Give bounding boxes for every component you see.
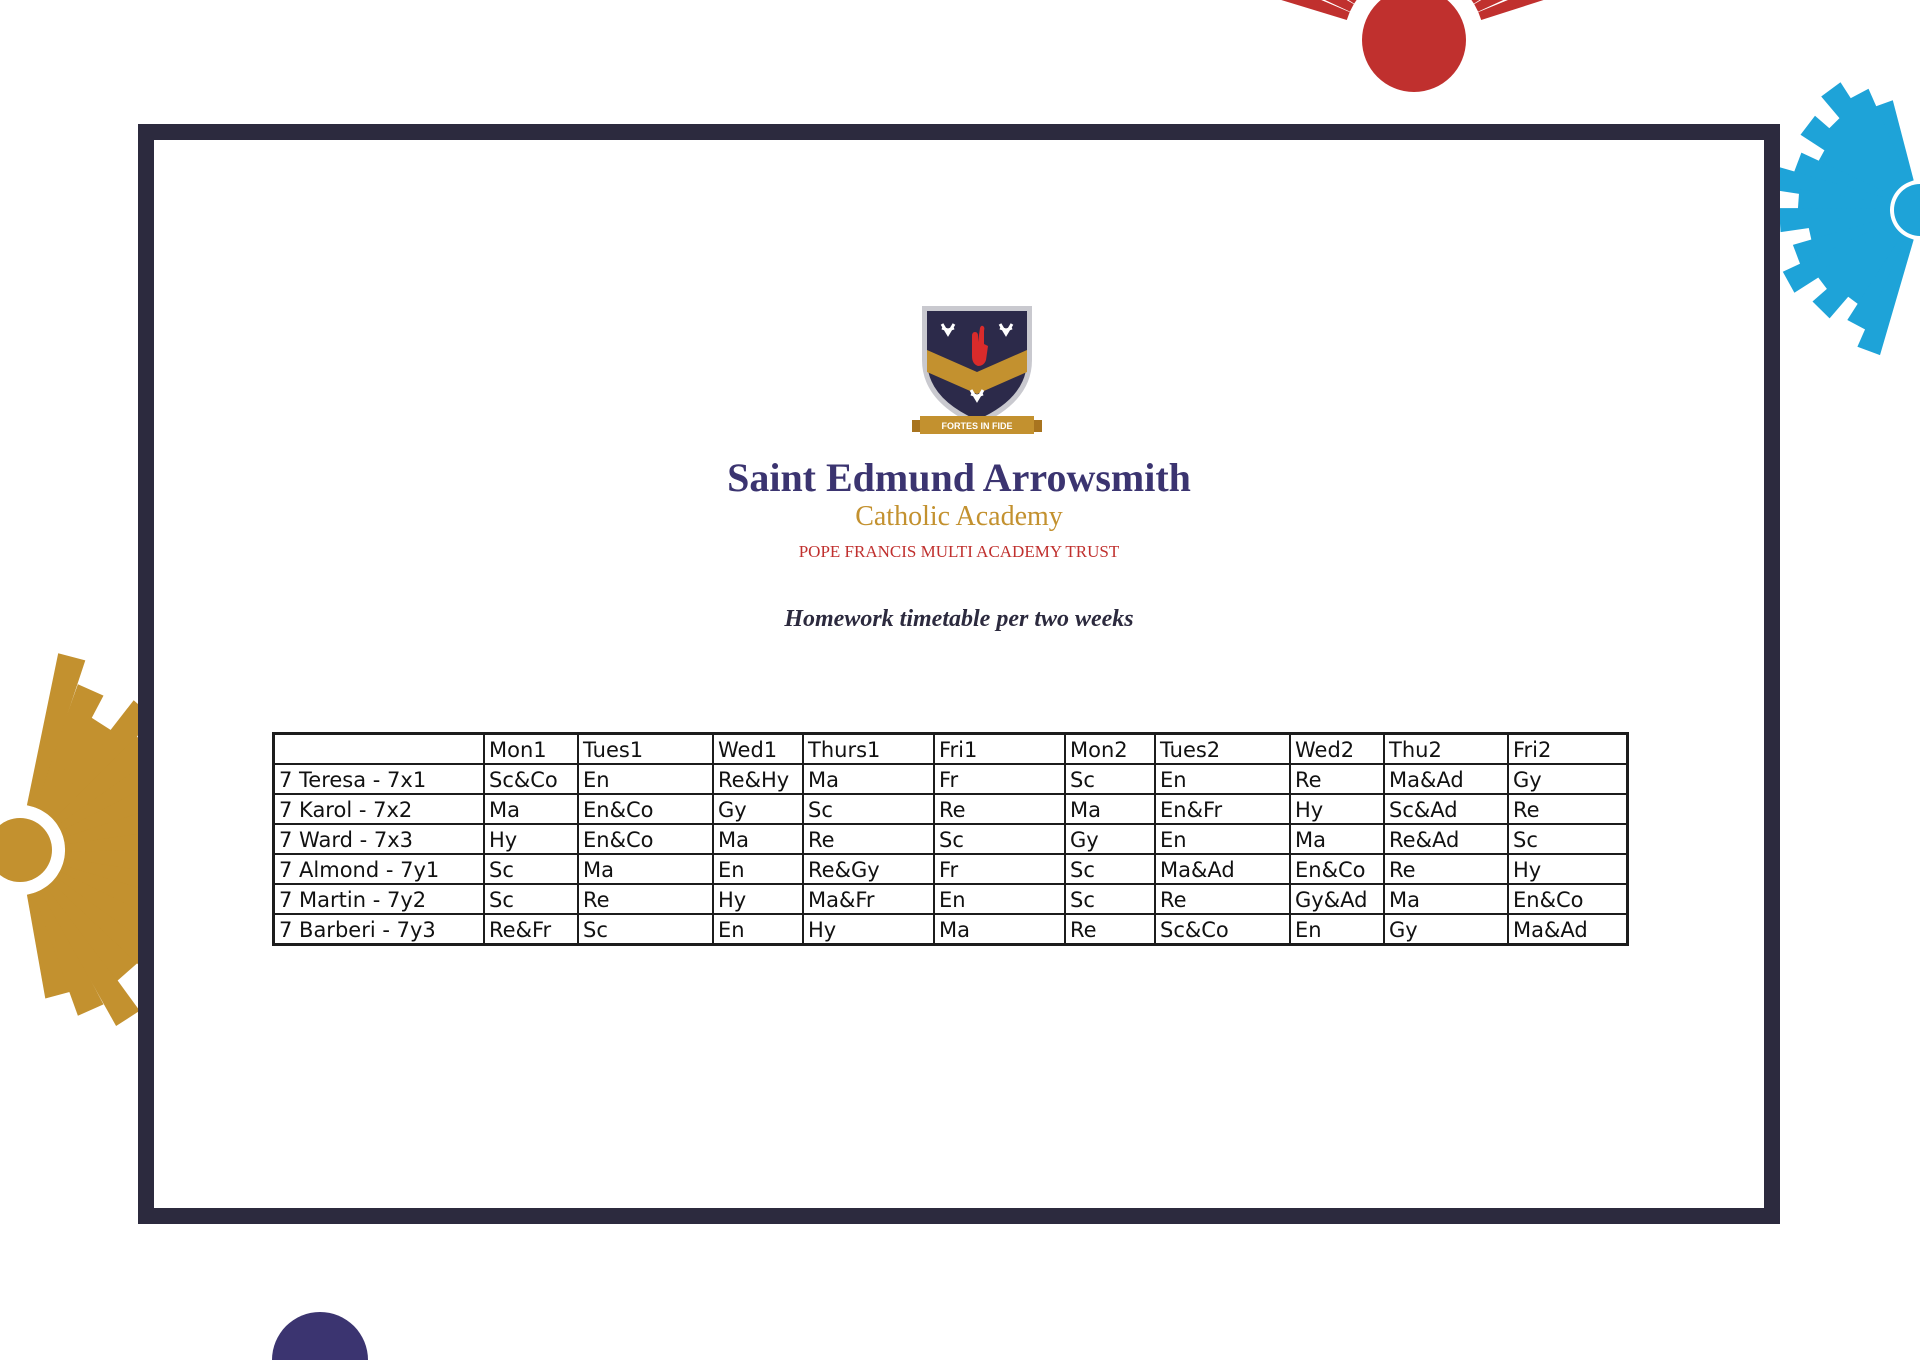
subject-cell: Re (578, 884, 713, 914)
subject-cell: Sc (1065, 764, 1155, 794)
subject-cell: Re (1508, 794, 1628, 824)
subject-cell: Gy (713, 794, 803, 824)
column-header: Fri2 (1508, 734, 1628, 765)
subject-cell: Ma (1065, 794, 1155, 824)
subject-cell: Ma&Fr (803, 884, 934, 914)
subject-cell: Ma (803, 764, 934, 794)
subject-cell: Ma&Ad (1155, 854, 1290, 884)
subject-cell: En (713, 914, 803, 945)
homework-timetable (272, 732, 1629, 946)
subject-cell: Gy&Ad (1290, 884, 1384, 914)
subject-cell: Re&Gy (803, 854, 934, 884)
subject-cell: Re (1290, 764, 1384, 794)
subject-cell: Ma (484, 794, 578, 824)
subject-cell: En&Co (1508, 884, 1628, 914)
subject-cell: Sc (1065, 884, 1155, 914)
subject-cell: Re&Ad (1384, 824, 1508, 854)
subject-cell: Gy (1384, 914, 1508, 945)
subject-cell: En (578, 764, 713, 794)
academy-trust-name: POPE FRANCIS MULTI ACADEMY TRUST (798, 542, 1120, 561)
subject-cell: En&Co (1290, 854, 1384, 884)
document-frame (138, 124, 1780, 1224)
table-row (274, 824, 1628, 854)
form-group-label: 7 Almond - 7y1 (274, 854, 485, 884)
subject-cell: Re (1155, 884, 1290, 914)
column-header: Mon1 (484, 734, 578, 765)
subject-cell: Re (934, 794, 1065, 824)
gold-sunburst-decoration (0, 620, 160, 1080)
column-header: Tues1 (578, 734, 713, 765)
blue-sunburst-decoration (1760, 30, 1920, 390)
subject-cell: En (1155, 824, 1290, 854)
subject-cell: Sc (484, 884, 578, 914)
subject-cell: En&Co (578, 824, 713, 854)
subject-cell: Hy (1290, 794, 1384, 824)
subject-cell: Sc&Ad (1384, 794, 1508, 824)
form-group-label: 7 Martin - 7y2 (274, 884, 485, 914)
subject-cell: Sc (1508, 824, 1628, 854)
table-header-row (274, 734, 1628, 765)
subject-cell: Ma (578, 854, 713, 884)
crest-motto: FORTES IN FIDE (941, 421, 1013, 431)
table-row (274, 854, 1628, 884)
subject-cell: En (1290, 914, 1384, 945)
subject-cell: En&Fr (1155, 794, 1290, 824)
school-crest-logo (912, 298, 1042, 444)
document-title: Homework timetable per two weeks (784, 606, 1134, 632)
subject-cell: En&Co (578, 794, 713, 824)
school-type: Catholic Academy (855, 501, 1063, 532)
subject-cell: Ma (934, 914, 1065, 945)
subject-cell: Hy (713, 884, 803, 914)
subject-cell: En (1155, 764, 1290, 794)
subject-cell: En (713, 854, 803, 884)
sunburst-ray (1478, 0, 1673, 20)
subject-cell: Ma (1290, 824, 1384, 854)
column-header: Thurs1 (803, 734, 934, 765)
subject-cell: Sc (484, 854, 578, 884)
subject-cell: Sc&Co (1155, 914, 1290, 945)
column-header: Thu2 (1384, 734, 1508, 765)
subject-cell: Gy (1065, 824, 1155, 854)
subject-cell: Ma&Ad (1508, 914, 1628, 945)
subject-cell: Re (1384, 854, 1508, 884)
table-row (274, 914, 1628, 945)
subject-cell: Sc (934, 824, 1065, 854)
table-row (274, 794, 1628, 824)
column-header: Fri1 (934, 734, 1065, 765)
subject-cell: Ma&Ad (1384, 764, 1508, 794)
table-row (274, 884, 1628, 914)
subject-cell: Sc&Co (484, 764, 578, 794)
sunburst-ray (1206, 0, 1350, 20)
column-header: Wed1 (713, 734, 803, 765)
form-group-label: 7 Teresa - 7x1 (274, 764, 485, 794)
subject-cell: Ma (1384, 884, 1508, 914)
subject-cell: Re&Hy (713, 764, 803, 794)
subject-cell: Gy (1508, 764, 1628, 794)
red-sunburst-center (1362, 0, 1466, 92)
column-header: Tues2 (1155, 734, 1290, 765)
subject-cell: Hy (1508, 854, 1628, 884)
column-header: Mon2 (1065, 734, 1155, 765)
header-corner (274, 734, 485, 765)
subject-cell: Hy (803, 914, 934, 945)
subject-cell: Fr (934, 764, 1065, 794)
form-group-label: 7 Barberi - 7y3 (274, 914, 485, 945)
subject-cell: Hy (484, 824, 578, 854)
subject-cell: Sc (1065, 854, 1155, 884)
subject-cell: Fr (934, 854, 1065, 884)
subject-cell: Re (803, 824, 934, 854)
red-sunburst-decoration (1124, 0, 1704, 140)
form-group-label: 7 Karol - 7x2 (274, 794, 485, 824)
column-header: Wed2 (1290, 734, 1384, 765)
subject-cell: Sc (578, 914, 713, 945)
subject-cell: Sc (803, 794, 934, 824)
subject-cell: Re&Fr (484, 914, 578, 945)
table-row (274, 764, 1628, 794)
form-group-label: 7 Ward - 7x3 (274, 824, 485, 854)
subject-cell: Re (1065, 914, 1155, 945)
subject-cell: Ma (713, 824, 803, 854)
school-name: Saint Edmund Arrowsmith (727, 455, 1191, 500)
subject-cell: En (934, 884, 1065, 914)
